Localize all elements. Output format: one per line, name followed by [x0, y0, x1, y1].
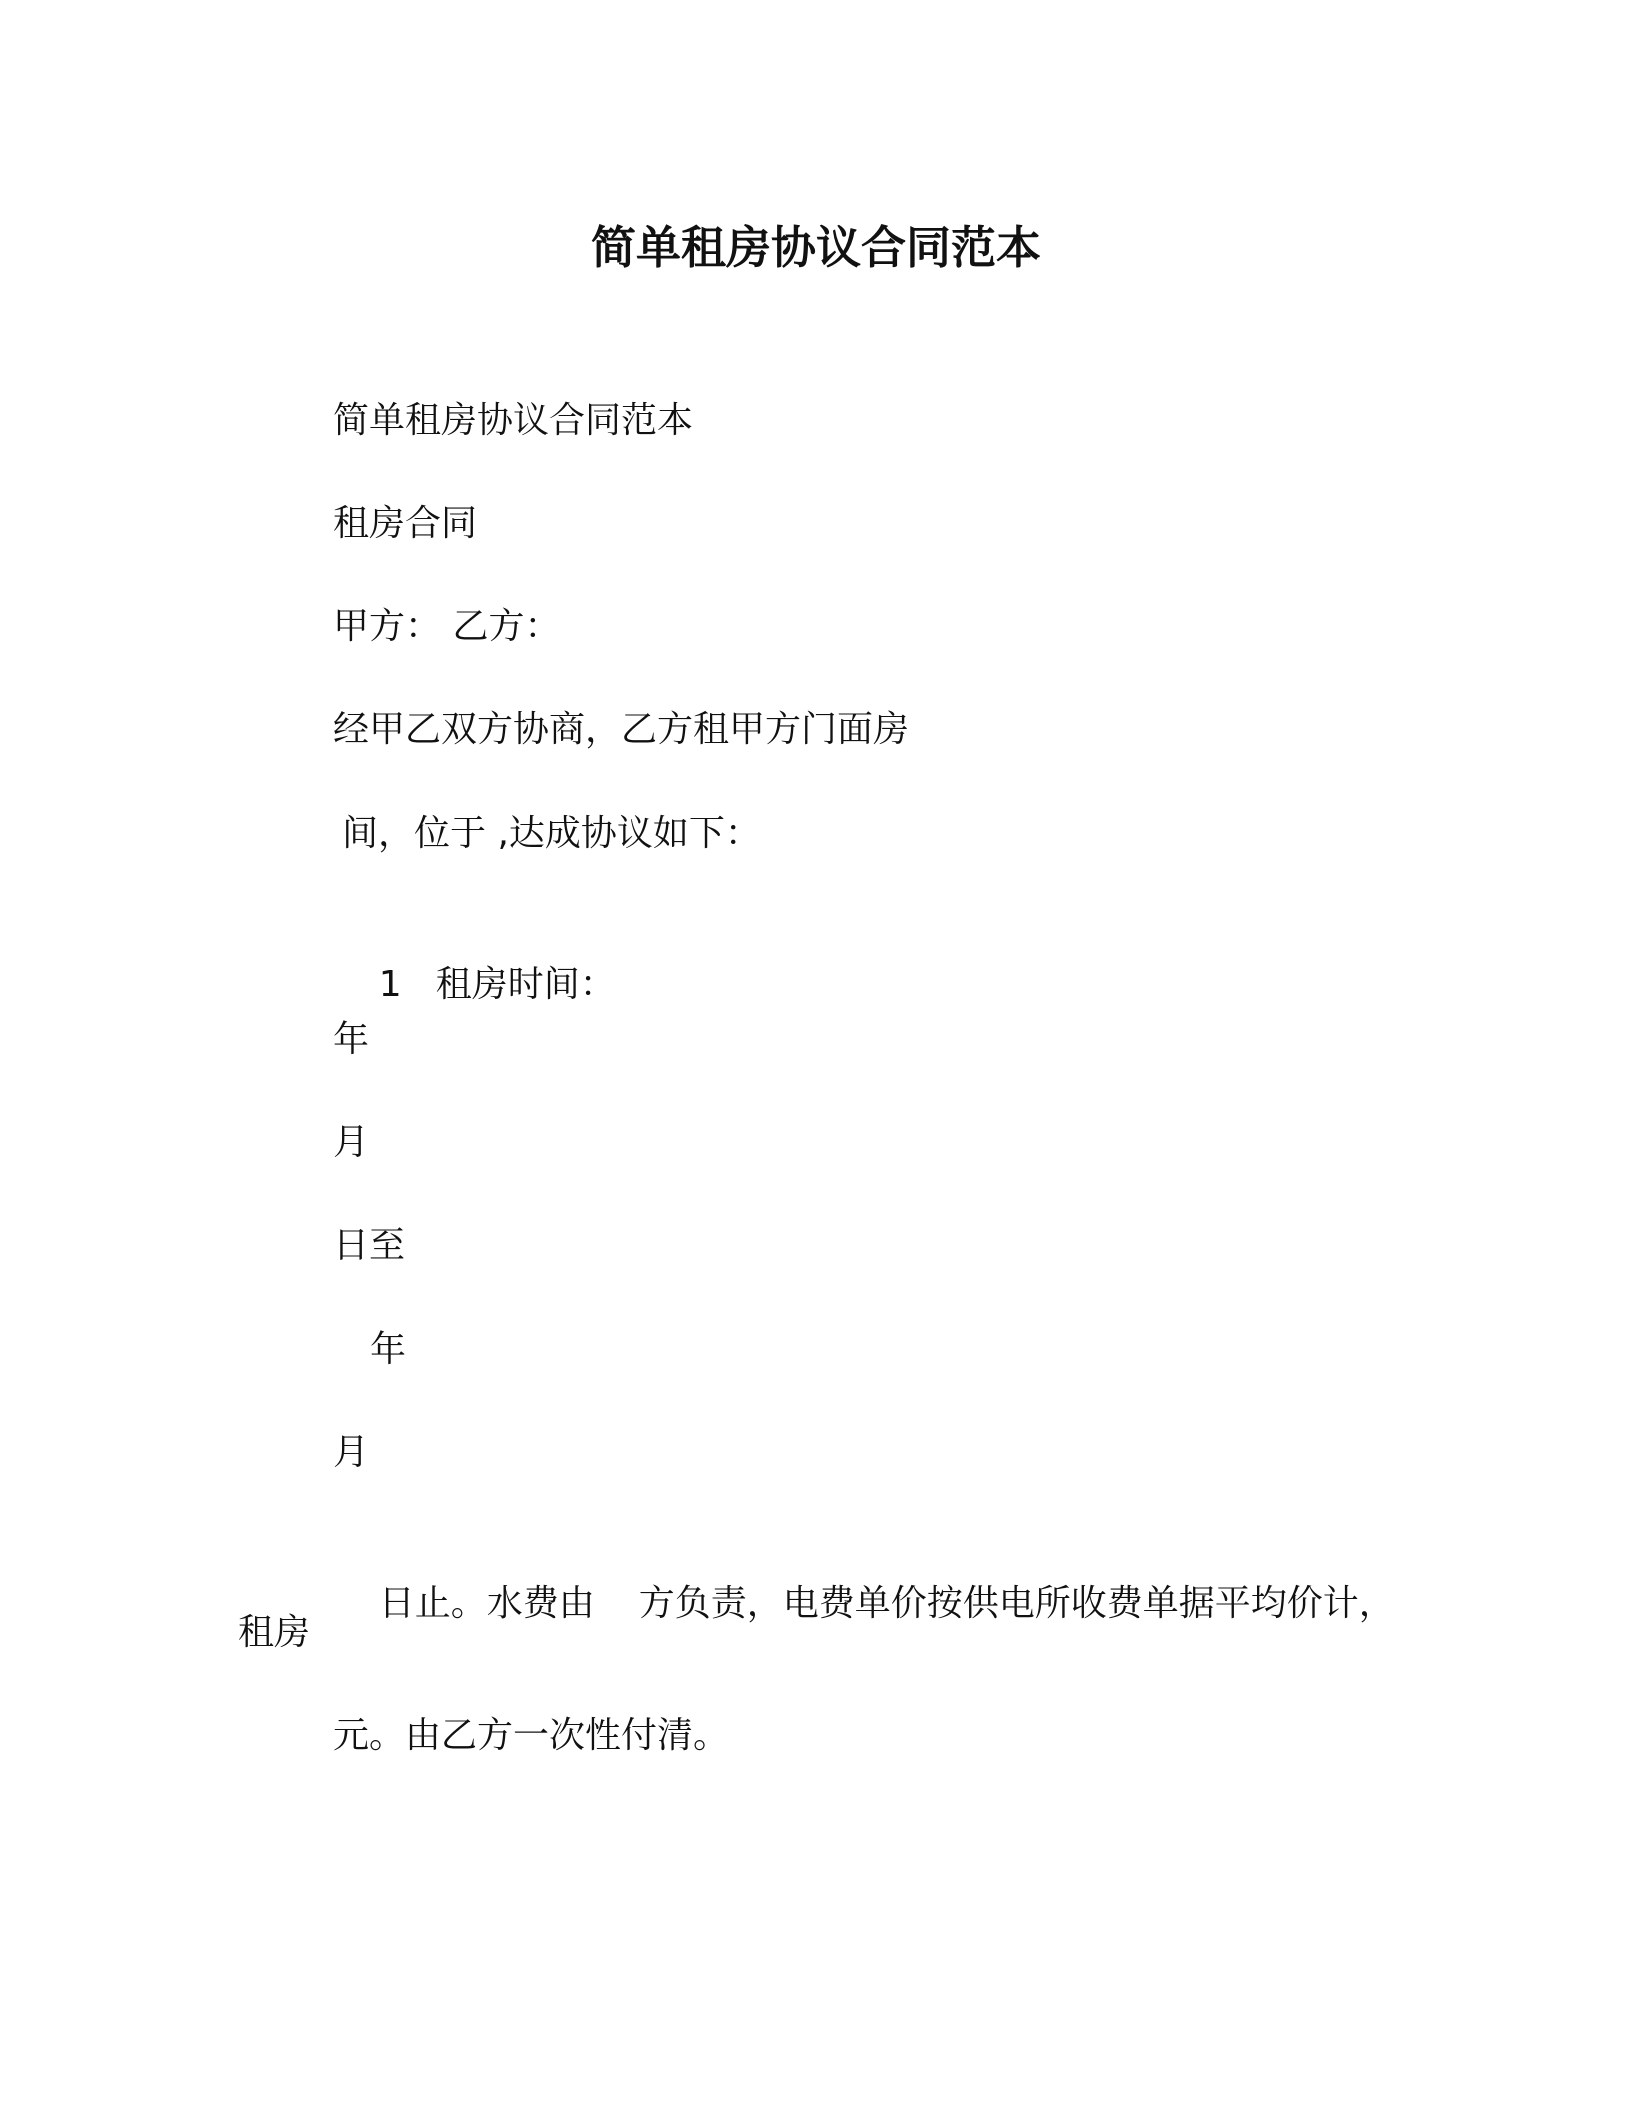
body-line-month-end: 月	[333, 1432, 370, 1473]
body-line-rent: 租房	[238, 1612, 311, 1653]
body-line-year-start: 年	[333, 1019, 370, 1060]
body-line-payment: 元。由乙方一次性付清。	[333, 1715, 730, 1756]
clause-heading: 租房时间：	[435, 964, 616, 1005]
body-line-parties: 甲方： 乙方：	[333, 606, 561, 647]
clause-number: 1	[378, 964, 402, 1005]
body-line-negotiation: 经甲乙双方协商，乙方租甲方门面房	[333, 709, 910, 750]
water-fee-text: 日止。水费由	[378, 1583, 595, 1624]
body-line-water-electric	[333, 1532, 1395, 1676]
body-line-day-start: 日至	[333, 1225, 406, 1266]
document-title: 简单租房协议合同范本	[590, 221, 1041, 274]
electric-fee-text: 方负责，电费单价按供电所收费单据平均价计，	[638, 1583, 1395, 1624]
body-line-contract-heading: 租房合同	[333, 503, 478, 544]
body-line-month-start: 月	[333, 1122, 370, 1163]
body-line-subtitle: 简单租房协议合同范本	[333, 400, 694, 441]
body-line-year-end: 年	[370, 1329, 407, 1370]
body-line-location: 间，位于 ,达成协议如下：	[342, 813, 761, 854]
body-line-clause-1	[333, 913, 616, 1057]
